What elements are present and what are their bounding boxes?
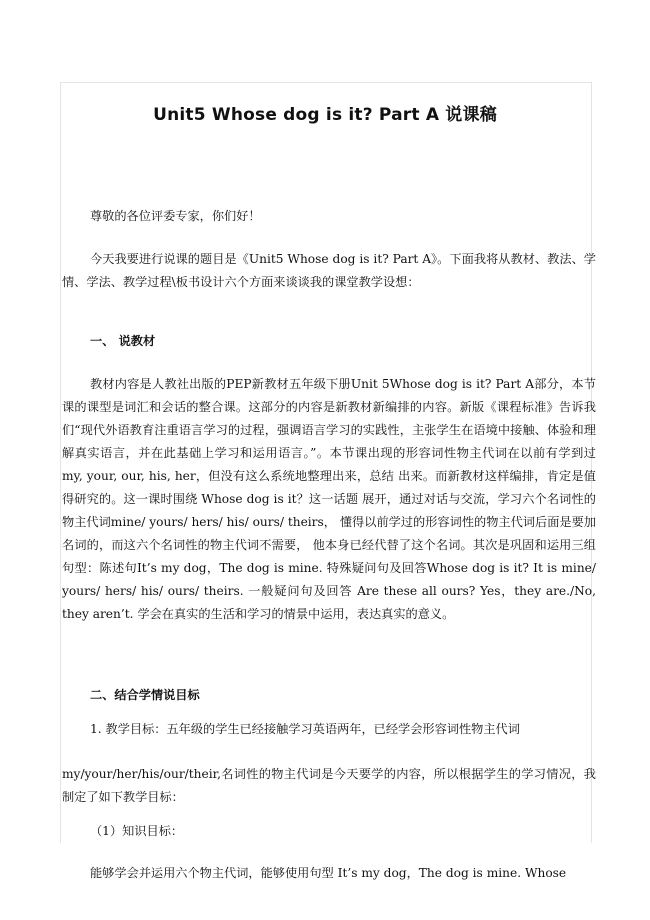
greeting: 尊敬的各位评委专家，你们好！ xyxy=(90,209,261,223)
objective-item-1-continued: my/your/her/his/our/their,名词性的物主代词是今天要学的内容，所以根据学生的学习情况，我制定了如下教学目标： xyxy=(62,767,596,804)
objective-item-1: 1. 教学目标：五年级的学生已经接触学习英语两年，已经学会形容词性物主代词 xyxy=(90,722,520,736)
textbook-paragraph: 教材内容是人教社出版的PEP新教材五年级下册Unit 5Whose dog is it? Part A部分，本节课的课型是词汇和会话的整合课。这部分的内容是新教材新编排的内容。新版《课程标准》告诉我们“现代外语教育注重语言学习的过程，强调语言学习的实践性，主张学生在语境中接触、体验和理解真实语言，并在此基础上学习和运用语言。”。本节课出现的形容词性物主代词在以前有学到过 my, your, our, his, her，但没有这么系统地整理出来，总结 出来。而新教材这样编排，肯定是值得研究的。这一课时围绕 Whose dog is it？这一话题 展开，通过对话与交流，学习六个名词性的物主代词mine/ yours/ hers/ his/ ours/ theirs， 懂得以前学过的形容词性的物主代词后面是要加名词的，而这六个名词性的物主代词不需要， 他本身已经代替了这个名词。其次是巩固和运用三组句型：陈述句It’s my dog，The dog is mine. 特殊疑问句及回答Whose dog is it? It is mine/ yours/ hers/ his/ ours/ theirs. 一般疑问句及回答 Are these all ours? Yes，they are./No, they aren’t. 学会在真实的生活和学习的情景中运用，表达真实的意义。 xyxy=(62,377,596,621)
section-heading-objectives: 二、结合学情说目标 xyxy=(90,688,200,702)
document-title: Unit5 Whose dog is it? Part A 说课稿 xyxy=(153,105,497,125)
knowledge-objective-label: （1）知识目标： xyxy=(90,824,184,838)
knowledge-objective-text: 能够学会并运用六个物主代词，能够使用句型 It’s my dog，The dog is mine. Whose xyxy=(90,866,567,880)
intro-paragraph: 今天我要进行说课的题目是《Unit5 Whose dog is it? Part A》。下面我将从教材、教法、学情、学法、教学过程\板书设计六个方面来谈谈我的课堂教学设想： xyxy=(62,252,596,289)
section-heading-textbook: 一、 说教材 xyxy=(90,334,156,348)
